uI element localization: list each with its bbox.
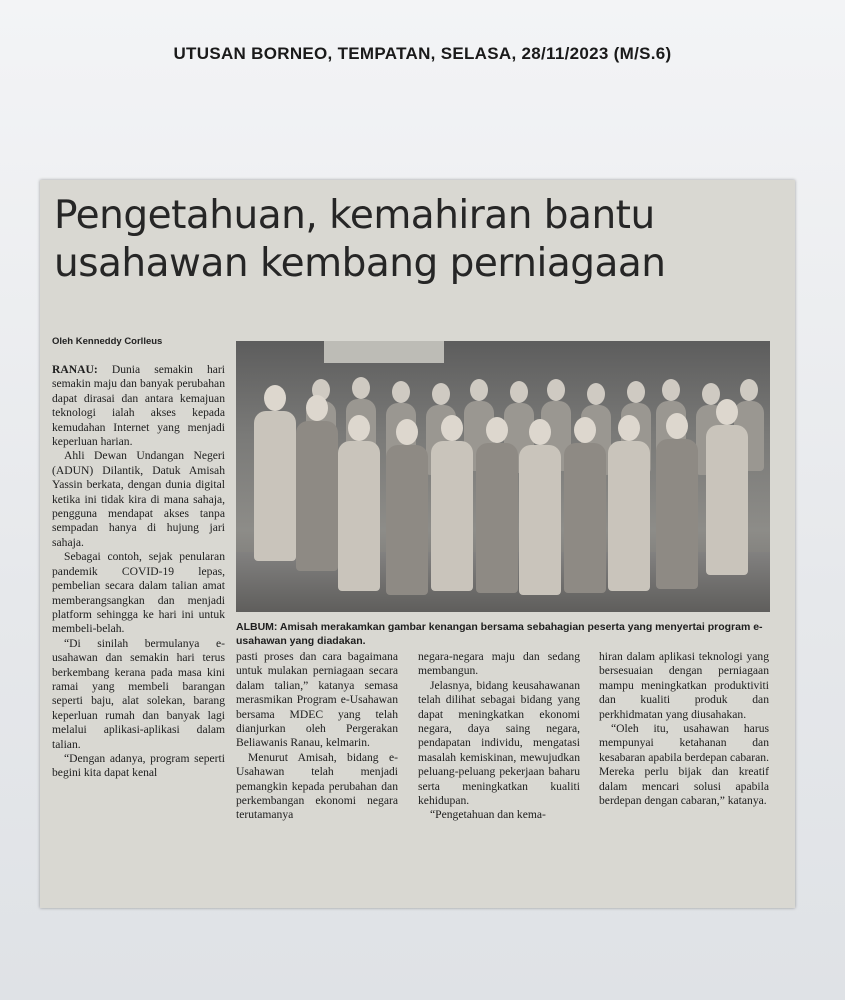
headline-line-2: usahawan kembang perniagaan	[54, 241, 666, 286]
column-2	[236, 650, 398, 823]
newspaper-header: UTUSAN BORNEO, TEMPATAN, SELASA, 28/11/2023 (M/S.6)	[173, 44, 672, 63]
caption-lead: ALBUM:	[236, 621, 278, 633]
headline	[54, 192, 784, 288]
caption-text: Amisah merakamkan gambar kenangan bersama sebahagian peserta yang menyertai program e-usahawan yang diadakan.	[236, 621, 763, 647]
headline-line-1: Pengetahuan, kemahiran bantu	[54, 193, 655, 238]
paragraph: negara-negara maju dan sedang membangun.	[418, 650, 580, 678]
column-1	[52, 363, 225, 781]
byline: Oleh Kenneddy Corlleus	[52, 336, 163, 347]
paragraph: “Pengetahuan dan kema-	[430, 808, 546, 822]
column-3	[418, 650, 580, 823]
group-photo	[236, 341, 770, 612]
paragraph: “Di sinilah bermulanya e-usahawan dan semakin hari terus berkembang kerana pada masa kini ramai yang membeli barangan seperti baju, alat solekan, barang keperluan rumah dan banyak lagi melalui aplikasi-aplikasi dalam talian.	[52, 636, 225, 751]
paragraph: Sebagai contoh, sejak penularan pandemik COVID-19 lepas, pembelian secara dalam talian amat memberangsangkan dan menjadi platform sehingga ke hari ini untuk membeli-belah.	[52, 550, 225, 636]
paragraph: “Dengan adanya, program seperti begini kita dapat kenal	[52, 751, 225, 780]
paragraph: hiran dalam aplikasi teknologi yang bersesuaian dengan perniagaan mampu meningkatkan produktiviti dan kualiti produk dan perkhidmatan yang diusahakan.	[599, 650, 769, 721]
paragraph: Jelasnya, bidang keusahawanan telah dilihat sebagai bidang yang dapat meningkatkan ekonomi negara, daya saing negara, pendapatan individu, mengatasi masalah kemiskinan, mewujudkan peluang-peluang pekerjaan baharu serta meningkatkan kualiti kehidupan.	[418, 678, 580, 808]
paragraph: “Oleh itu, usahawan harus mempunyai ketahanan dan kesabaran apabila berdepan cabaran. Mereka perlu bijak dan kreatif dalam mencari solusi apabila berdepan dengan cabaran,” katanya.	[599, 722, 769, 808]
paragraph-text: Dunia semakin hari semakin maju dan banyak perubahan dapat dirasai dan antara kemajuan teknologi ialah akses kepada kemudahan Internet yang menjadi keperluan harian.	[52, 363, 225, 449]
paragraph: Menurut Amisah, bidang e-Usahawan telah menjadi pemangkin kepada perubahan dan perkembangan ekonomi negara terutamanya	[236, 750, 398, 822]
paragraph: pasti proses dan cara bagaimana untuk mulakan perniagaan secara dalam talian,” katanya semasa merasmikan Program e-Usahawan bersama MDEC yang telah dianjurkan oleh Pergerakan Beliawanis Ranau, kelmarin.	[236, 650, 398, 750]
column-4	[599, 650, 769, 808]
dateline: RANAU:	[52, 363, 98, 376]
photo-caption	[236, 620, 776, 648]
photo-banner	[324, 341, 444, 363]
newspaper-clipping	[40, 180, 795, 908]
paragraph	[52, 363, 225, 449]
paragraph: Ahli Dewan Undangan Negeri (ADUN) Dilantik, Datuk Amisah Yassin berkata, dengan dunia digital ketika ini tidak kira di mana sahaja, pengguna mendapat akses tanpa sempadan hanya di hujung jari sahaja.	[52, 449, 225, 549]
